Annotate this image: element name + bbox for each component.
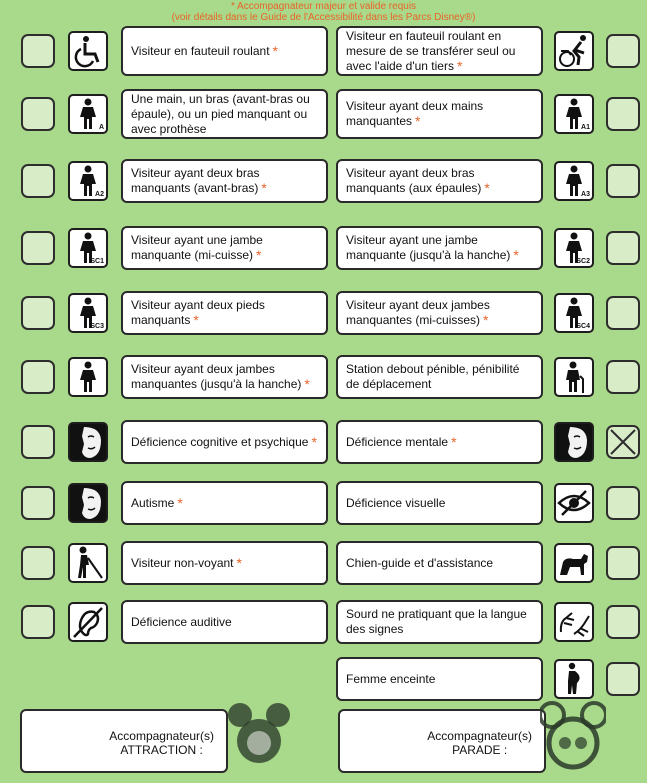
checkbox-right-row-3[interactable]: [606, 164, 640, 198]
parade-companion-line2: PARADE :: [452, 743, 508, 757]
category-code: SC2: [576, 258, 590, 265]
person-icon: [68, 161, 108, 201]
attraction-companion-label: [109, 729, 214, 757]
option-label-left: [121, 89, 328, 139]
option-text: Déficience cognitive et psychique *: [131, 433, 317, 450]
required-companion-star: *: [261, 180, 267, 196]
option-text: Visiteur ayant deux mains manquantes *: [346, 99, 484, 129]
person-icon: [68, 228, 108, 268]
check-cross-icon: [608, 427, 638, 457]
checkbox-left-row-9[interactable]: [21, 546, 55, 580]
option-label-left: [121, 159, 328, 203]
person-icon: [68, 357, 108, 397]
person-icon: [554, 228, 594, 268]
option-label-right: [336, 420, 543, 464]
option-text: Une main, un bras (avant-bras ou épaule), ou un pied manquant ou avec prothèse: [131, 91, 310, 136]
person-icon: [554, 161, 594, 201]
option-label-right: [336, 481, 543, 525]
attraction-companion-line1: Accompagnateur(s): [109, 729, 214, 743]
checkbox-left-row-10[interactable]: [21, 605, 55, 639]
option-label-right: [336, 159, 543, 203]
wheelchair-transfer-icon: [554, 31, 594, 71]
option-label-left: [121, 355, 328, 399]
attraction-companion-box[interactable]: [20, 709, 228, 773]
option-text: Femme enceinte: [346, 671, 436, 686]
option-text: Visiteur ayant deux jambes manquantes (jusqu'à la hanche) *: [131, 362, 310, 392]
option-label-right: [336, 89, 543, 139]
option-text: Visiteur ayant deux jambes manquantes (mi-cuisses) *: [346, 298, 490, 328]
checkbox-right-row-6[interactable]: [606, 360, 640, 394]
required-companion-star: *: [304, 376, 310, 392]
checkbox-right-row-10[interactable]: [606, 605, 640, 639]
required-companion-star: *: [272, 42, 278, 59]
option-text: Déficience mentale *: [346, 433, 457, 450]
checkbox-left-row-2[interactable]: [21, 97, 55, 131]
option-label-left: [121, 600, 328, 644]
blind-cane-icon: [68, 543, 108, 583]
person-icon: [554, 94, 594, 134]
option-text: Visiteur en fauteuil roulant *: [131, 42, 278, 59]
option-text: Visiteur ayant deux pieds manquants *: [131, 298, 265, 328]
checkbox-right-row-7[interactable]: [606, 425, 640, 459]
option-label-right: [336, 355, 543, 399]
required-companion-star: *: [451, 433, 457, 450]
option-label-right: [336, 600, 543, 644]
option-text: Déficience visuelle: [346, 495, 446, 510]
option-label-left: [121, 291, 328, 335]
option-text: Visiteur ayant deux bras manquants (avant-bras) *: [131, 166, 267, 196]
category-code: SC3: [90, 323, 104, 330]
parade-companion-line1: Accompagnateur(s): [427, 729, 532, 743]
required-companion-star: *: [193, 312, 199, 328]
option-label-left: [121, 226, 328, 270]
sign-language-icon: [554, 602, 594, 642]
option-label-left: [121, 481, 328, 525]
face-mask-icon: [68, 422, 108, 462]
header-guide-note: (voir détails dans le Guide de l'Accessibilité dans les Parcs Disney®): [171, 12, 476, 23]
required-companion-star: *: [177, 494, 183, 511]
person-cane-icon: [554, 357, 594, 397]
checkbox-right-row-1[interactable]: [606, 34, 640, 68]
option-text: Visiteur en fauteuil roulant en mesure de se transférer seul ou avec l'aide d'un tiers *: [346, 28, 516, 74]
required-companion-star: *: [311, 433, 317, 450]
attraction-companion-line2: ATTRACTION :: [120, 743, 203, 757]
option-text: Déficience auditive: [131, 614, 232, 629]
checkbox-left-row-4[interactable]: [21, 231, 55, 265]
face-mask-icon: [554, 422, 594, 462]
option-label-left: [121, 420, 328, 464]
mickey-stamp-left: [228, 697, 290, 774]
mickey-stamp-right: [540, 697, 606, 778]
checkbox-right-row-8[interactable]: [606, 486, 640, 520]
required-companion-star: *: [483, 312, 489, 328]
option-label-right: [336, 291, 543, 335]
category-code: SC1: [90, 258, 104, 265]
required-companion-star: *: [236, 554, 242, 571]
person-icon: [554, 293, 594, 333]
required-companion-star: *: [484, 180, 490, 196]
required-companion-star: *: [256, 247, 262, 263]
option-text: Chien-guide et d'assistance: [346, 555, 494, 570]
option-text: Station debout pénible, pénibilité de déplacement: [346, 362, 520, 391]
checkbox-left-row-8[interactable]: [21, 486, 55, 520]
category-code: A: [98, 124, 104, 131]
option-label-right: [336, 26, 543, 76]
option-label-right: [336, 541, 543, 585]
person-icon: [68, 293, 108, 333]
face-mask-icon: [68, 483, 108, 523]
checkbox-left-row-7[interactable]: [21, 425, 55, 459]
option-label-right: [336, 657, 543, 701]
category-code: SC4: [576, 323, 590, 330]
required-companion-star: *: [513, 247, 519, 263]
option-text: Visiteur ayant deux bras manquants (aux épaules) *: [346, 166, 490, 196]
checkbox-right-row-9[interactable]: [606, 546, 640, 580]
required-companion-star: *: [456, 57, 463, 74]
pregnant-icon: [554, 659, 594, 699]
option-text: Sourd ne pratiquant que la langue des signes: [346, 607, 527, 636]
checkbox-left-row-3[interactable]: [21, 164, 55, 198]
checkbox-left-row-6[interactable]: [21, 360, 55, 394]
ear-crossed-icon: [68, 602, 108, 642]
option-text: Visiteur ayant une jambe manquante (jusqu'à la hanche) *: [346, 233, 519, 263]
wheelchair-icon: [68, 31, 108, 71]
required-companion-star: *: [415, 113, 421, 129]
checkbox-right-row-4[interactable]: [606, 231, 640, 265]
option-label-right: [336, 226, 543, 270]
header-required-note: * Accompagnateur majeur et valide requis: [230, 1, 417, 12]
eye-crossed-icon: [554, 483, 594, 523]
checkbox-right-row-5[interactable]: [606, 296, 640, 330]
option-label-left: [121, 26, 328, 76]
category-code: A1: [581, 124, 590, 131]
category-code: A2: [95, 191, 104, 198]
option-text: Visiteur non-voyant *: [131, 554, 242, 571]
parade-companion-label: [427, 729, 532, 757]
guide-dog-icon: [554, 543, 594, 583]
checkbox-left-row-1[interactable]: [21, 34, 55, 68]
checkbox-right-row-11[interactable]: [606, 662, 640, 696]
checkbox-left-row-5[interactable]: [21, 296, 55, 330]
option-text: Autisme *: [131, 494, 183, 511]
person-icon: [68, 94, 108, 134]
option-label-left: [121, 541, 328, 585]
category-code: A3: [581, 191, 590, 198]
option-text: Visiteur ayant une jambe manquante (mi-cuisse) *: [131, 233, 263, 263]
checkbox-right-row-2[interactable]: [606, 97, 640, 131]
parade-companion-box[interactable]: [338, 709, 546, 773]
